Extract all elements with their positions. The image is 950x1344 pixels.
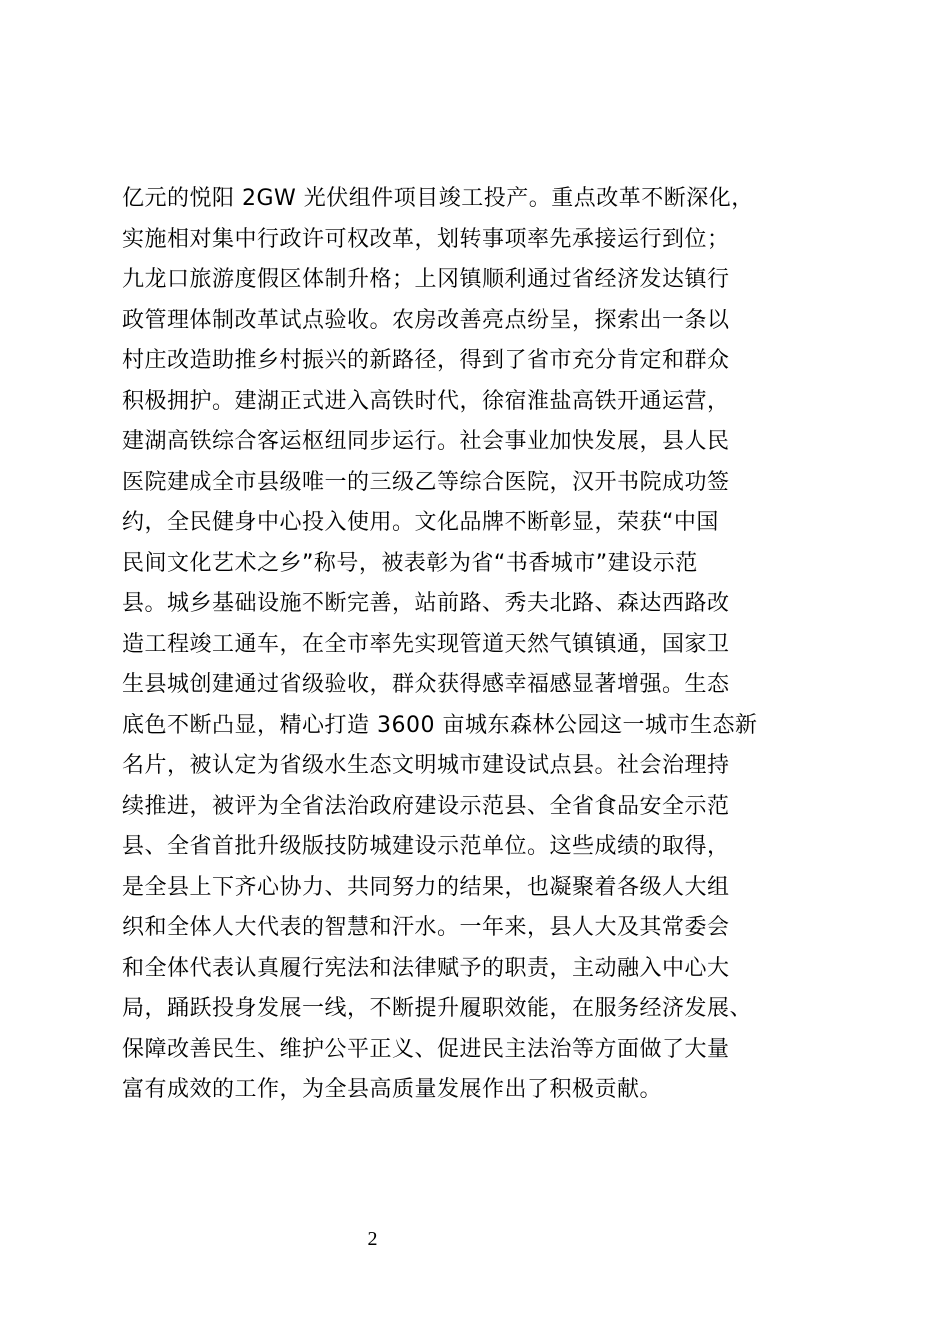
text-line: 实施相对集中行政许可权改革，划转事项率先承接运行到位； [122, 226, 730, 252]
text-line: 政管理体制改革试点验收。农房改善亮点纷呈，探索出一条以 [122, 307, 730, 333]
text-line: 保障改善民生、维护公平正义、促进民主法治等方面做了大量 [122, 1036, 730, 1062]
text-line: 是全县上下齐心协力、共同努力的结果，也凝聚着各级人大组 [122, 874, 730, 900]
text-line: 生县城创建通过省级验收，群众获得感幸福感显著增强。生态 [122, 672, 730, 697]
text-line: 村庄改造助推乡村振兴的新路径，得到了省市充分肯定和群众 [122, 348, 730, 373]
text-line: 造工程竣工通车，在全市率先实现管道天然气镇镇通，国家卫 [122, 631, 730, 657]
text-line: 富有成效的工作，为全县高质量发展作出了积极贡献。 [122, 1077, 663, 1102]
text-line: 约，全民健身中心投入使用。文化品牌不断彰显，荣获“中国 [122, 510, 719, 535]
text-line: 织和全体人大代表的智慧和汗水。一年来，县人大及其常委会 [122, 915, 730, 940]
text-line: 县。城乡基础设施不断完善，站前路、秀夫北路、森达西路改 [122, 591, 730, 616]
text-line: 和全体代表认真履行宪法和法律赋予的职责，主动融入中心大 [122, 955, 730, 981]
text-line: 亿元的悦阳 2GW 光伏组件项目竣工投产。重点改革不断深化， [122, 186, 754, 211]
text-line: 九龙口旅游度假区体制升格；上冈镇顺利通过省经济发达镇行 [122, 267, 730, 292]
text-line: 底色不断凸显，精心打造 3600 亩城东森林公园这一城市生态新 [122, 712, 758, 738]
body-paragraph [122, 179, 842, 1111]
text-line: 县、全省首批升级版技防城建设示范单位。这些成绩的取得， [122, 834, 730, 859]
text-line: 续推进，被评为全省法治政府建设示范县、全省食品安全示范 [122, 793, 730, 819]
text-line: 局，踊跃投身发展一线，不断提升履职效能，在服务经济发展、 [122, 996, 753, 1021]
text-line: 民间文化艺术之乡”称号，被表彰为省“书香城市”建设示范 [122, 550, 698, 576]
text-line: 医院建成全市县级唯一的三级乙等综合医院，汉开书院成功签 [122, 469, 730, 495]
text-line: 名片，被认定为省级水生态文明城市建设试点县。社会治理持 [122, 753, 730, 778]
text-line: 积极拥护。建湖正式进入高铁时代，徐宿淮盐高铁开通运营， [122, 388, 730, 414]
page-number: 2 [367, 1228, 378, 1250]
text-line: 建湖高铁综合客运枢纽同步运行。社会事业加快发展，县人民 [122, 429, 730, 454]
